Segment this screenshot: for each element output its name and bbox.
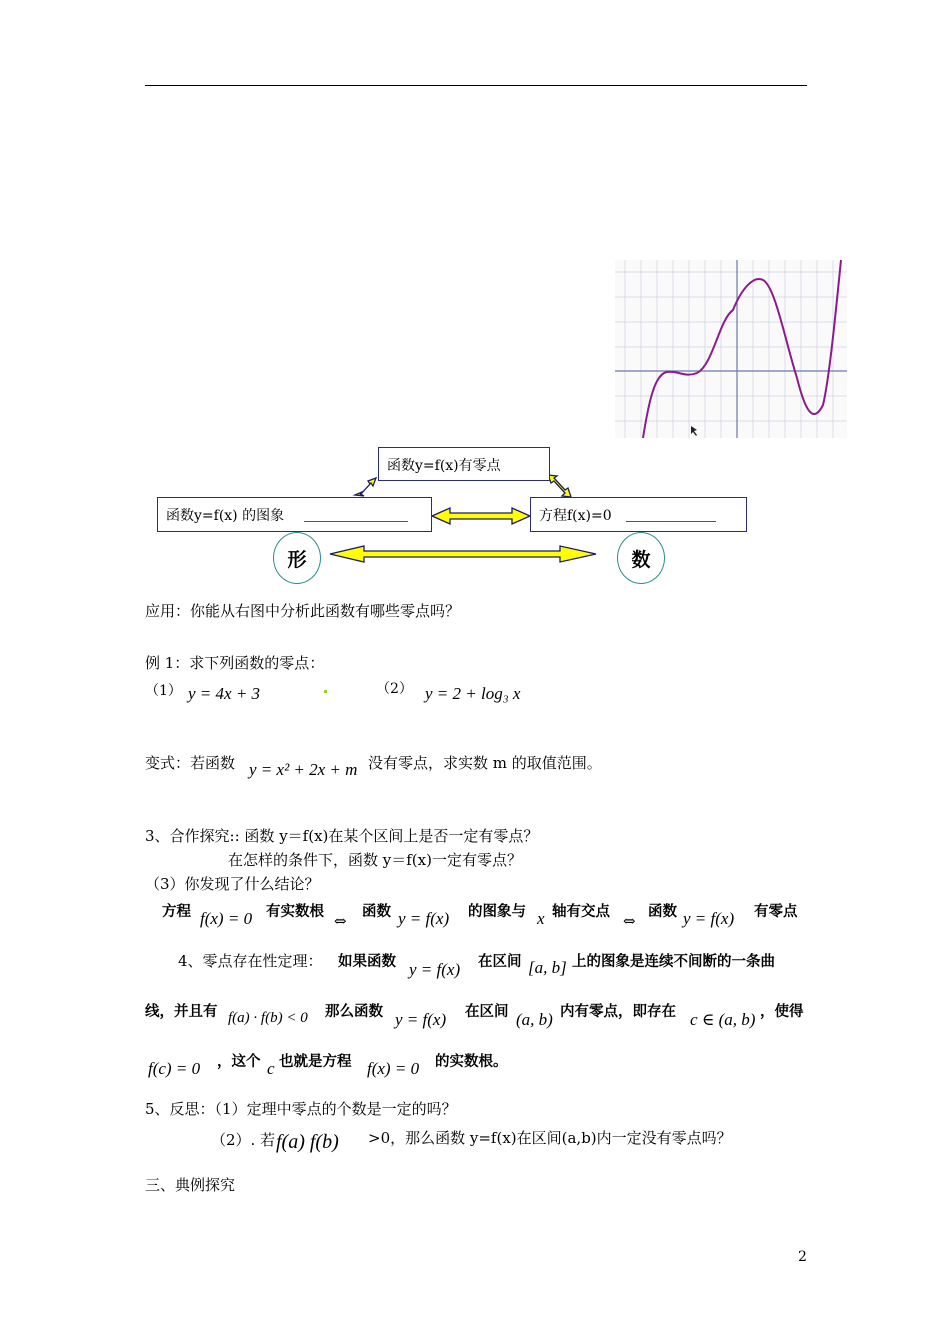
variant-suffix: 没有零点，求实数 m 的取值范围。	[368, 754, 602, 772]
conclusion-math-3: y = f(x)	[683, 909, 735, 928]
function-graph	[615, 260, 847, 438]
graph-box-text: 函数y=f(x) 的图象	[166, 508, 285, 524]
equation-box	[530, 497, 747, 532]
section3-line3: （3）你发现了什么结论？	[145, 875, 320, 893]
conclusion-has-zero: 有零点	[754, 904, 798, 920]
theorem-math-2: y = f(x)	[395, 1010, 447, 1029]
application-question: 应用：你能从右图中分析此函数有哪些零点吗？	[145, 602, 461, 620]
section3-line1: 3、合作探究:: 函数 y＝f(x)在某个区间上是否一定有零点？	[145, 827, 539, 845]
theorem-on-interval: 在区间	[478, 954, 522, 970]
example1-item2-math: y = 2 + log₃ x	[425, 684, 521, 703]
theorem-math-c: c	[267, 1059, 275, 1078]
example1-item1-label: （1）	[145, 683, 182, 699]
theorem-math-fx: f(x) = 0	[367, 1059, 420, 1078]
theorem-continuous: 上的图象是连续不间断的一条曲	[572, 954, 775, 970]
graph-box-blank	[304, 521, 408, 522]
theorem-math-fc: f(c) = 0	[148, 1059, 201, 1078]
section3-line2: 在怎样的条件下，函数 y＝f(x)一定有零点？	[228, 851, 522, 869]
theorem-math-interval: [a, b]	[528, 958, 567, 977]
conclusion-math-1: f(x) = 0	[200, 909, 253, 928]
theorem-math-1: y = f(x)	[409, 960, 461, 979]
conclusion-real-root: 有实数根	[266, 904, 324, 920]
number-circle: 数	[617, 532, 665, 584]
equation-box-blank	[626, 521, 716, 522]
header-rule	[145, 85, 807, 86]
theorem-math-c-in: c ∈ (a, b)	[690, 1010, 756, 1029]
iff-symbol-1: ⇔	[334, 912, 347, 930]
example1-item1-math: y = 4x + 3	[188, 684, 261, 703]
zero-point-box-text: 函数y=f(x)有零点	[387, 458, 501, 474]
theorem-on-interval-2: 在区间	[465, 1004, 509, 1020]
example1-item2-label: （2）	[376, 681, 413, 697]
variant-prefix: 变式：若函数	[145, 754, 236, 772]
section5-line2-math: f(a) f(b)	[276, 1131, 339, 1153]
section5-line2-prefix: （2）. 若	[211, 1131, 276, 1149]
example1-title: 例 1：求下列函数的零点：	[145, 654, 325, 672]
conclusion-axis-intersect: 轴有交点	[552, 904, 610, 920]
variant-math: y = x² + 2x + m	[249, 760, 358, 779]
zero-point-box	[378, 447, 550, 481]
conclusion-function-word-2: 函数	[648, 904, 677, 920]
section-heading: 三、典例探究	[145, 1176, 236, 1194]
equation-box-text: 方程f(x)=0	[539, 508, 612, 524]
theorem-such-that: ，使得	[760, 1004, 804, 1020]
theorem-title: 4、零点存在性定理：	[178, 952, 323, 970]
theorem-has-zero-exists: 内有零点，即存在	[560, 1004, 676, 1020]
theorem-then-function: 那么函数	[325, 1004, 383, 1020]
theorem-this: ，这个	[217, 1054, 261, 1070]
theorem-if-function: 如果函数	[338, 954, 396, 970]
theorem-and-has: 线，并且有	[145, 1004, 218, 1020]
theorem-real-root: 的实数根。	[435, 1054, 508, 1070]
conclusion-equation-word: 方程	[162, 904, 191, 920]
theorem-is-equation: 也就是方程	[279, 1054, 352, 1070]
theorem-math-open-interval: (a, b)	[516, 1010, 553, 1029]
iff-symbol-2: ⇔	[623, 912, 636, 930]
graph-box	[157, 497, 432, 532]
section5-line1: 5、反思：（1）定理中零点的个数是一定的吗？	[145, 1100, 457, 1118]
dot-marker	[324, 690, 327, 693]
page-number: 2	[798, 1249, 807, 1265]
conclusion-graph-with: 的图象与	[468, 904, 526, 920]
theorem-math-product: f(a) · f(b) < 0	[228, 1010, 308, 1026]
conclusion-function-word-1: 函数	[362, 904, 391, 920]
shape-circle: 形	[273, 532, 321, 584]
section5-line2-suffix: >0，那么函数 y=f(x)在区间(a,b)内一定没有零点吗？	[368, 1129, 732, 1147]
conclusion-math-2: y = f(x)	[398, 909, 450, 928]
conclusion-math-x: x	[537, 909, 545, 928]
